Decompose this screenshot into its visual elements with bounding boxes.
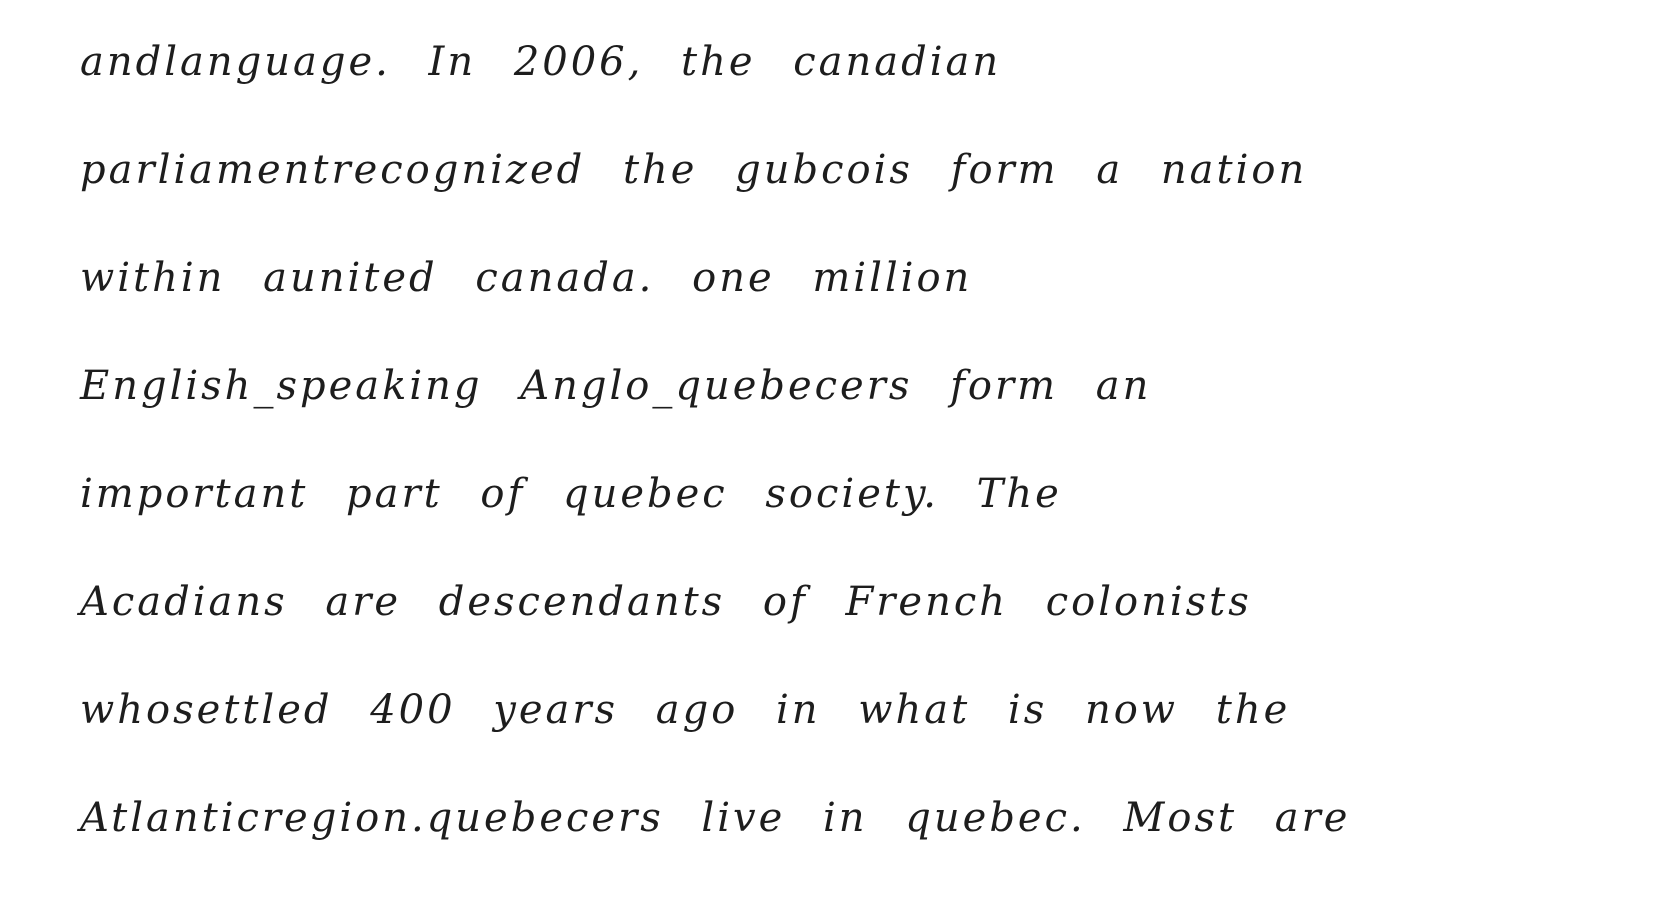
handwritten-line-3: within aunited canada. one million <box>80 255 973 301</box>
cut-off-top-line <box>470 0 1370 4</box>
handwritten-line-2: parliamentrecognized the gubcois form a nation <box>80 147 1308 193</box>
handwritten-line-1: andlanguage. In 2006, the canadian <box>80 39 1002 85</box>
handwritten-line-5: important part of quebec society. The <box>80 471 1062 517</box>
handwritten-line-8: Atlanticregion.quebecers live in quebec. Most are <box>80 795 1351 841</box>
handwritten-line-7: whosettled 400 years ago in what is now the <box>80 687 1291 733</box>
handwritten-line-6: Acadians are descendants of French colonists <box>80 579 1252 625</box>
handwritten-line-4: English_speaking Anglo_quebecers form an <box>80 363 1152 409</box>
